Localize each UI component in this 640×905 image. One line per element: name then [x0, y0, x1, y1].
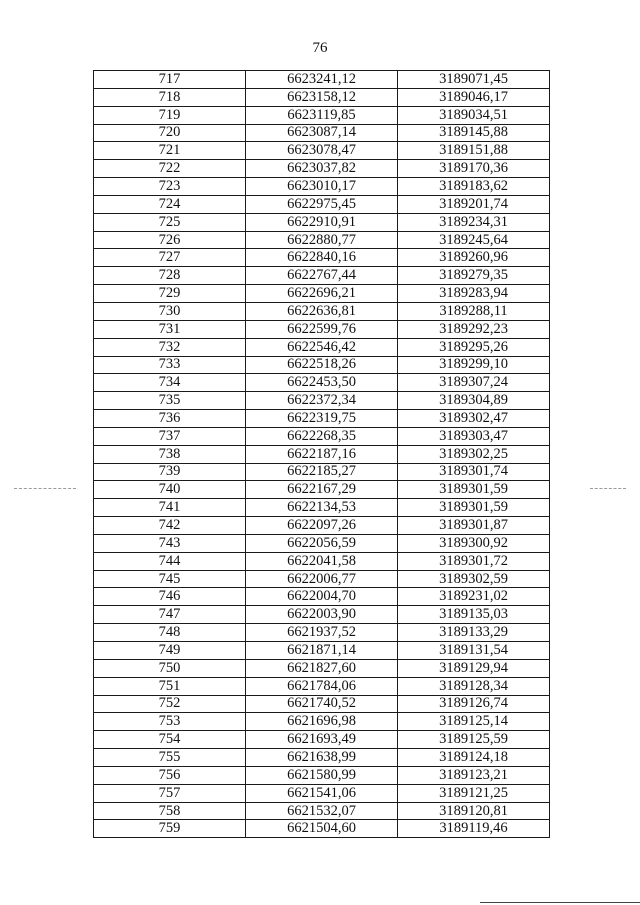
point-number-cell: 731: [94, 320, 246, 338]
point-number-cell: 757: [94, 784, 246, 802]
x-coordinate-cell: 6622004,70: [246, 588, 398, 606]
x-coordinate-cell: 6622696,21: [246, 285, 398, 303]
point-number-cell: 746: [94, 588, 246, 606]
y-coordinate-cell: 3189125,14: [398, 713, 550, 731]
y-coordinate-cell: 3189288,11: [398, 302, 550, 320]
point-number-cell: 749: [94, 642, 246, 660]
y-coordinate-cell: 3189120,81: [398, 802, 550, 820]
y-coordinate-cell: 3189295,26: [398, 338, 550, 356]
x-coordinate-cell: 6621504,60: [246, 820, 398, 838]
x-coordinate-cell: 6621532,07: [246, 802, 398, 820]
point-number-cell: 741: [94, 499, 246, 517]
point-number-cell: 734: [94, 374, 246, 392]
x-coordinate-cell: 6622453,50: [246, 374, 398, 392]
point-number-cell: 729: [94, 285, 246, 303]
table-row: [94, 749, 550, 767]
table-row: [94, 517, 550, 535]
table-row: [94, 481, 550, 499]
point-number-cell: 737: [94, 427, 246, 445]
table-row: [94, 802, 550, 820]
table-row: [94, 445, 550, 463]
y-coordinate-cell: 3189123,21: [398, 766, 550, 784]
y-coordinate-cell: 3189302,47: [398, 410, 550, 428]
point-number-cell: 718: [94, 88, 246, 106]
point-number-cell: 736: [94, 410, 246, 428]
x-coordinate-cell: 6622599,76: [246, 320, 398, 338]
point-number-cell: 751: [94, 677, 246, 695]
y-coordinate-cell: 3189307,24: [398, 374, 550, 392]
y-coordinate-cell: 3189183,62: [398, 178, 550, 196]
point-number-cell: 745: [94, 570, 246, 588]
table-row: [94, 534, 550, 552]
y-coordinate-cell: 3189234,31: [398, 213, 550, 231]
x-coordinate-cell: 6622056,59: [246, 534, 398, 552]
table-row: [94, 178, 550, 196]
x-coordinate-cell: 6622268,35: [246, 427, 398, 445]
x-coordinate-cell: 6623037,82: [246, 160, 398, 178]
left-margin-mark: [14, 488, 76, 489]
y-coordinate-cell: 3189279,35: [398, 267, 550, 285]
table-row: [94, 320, 550, 338]
x-coordinate-cell: 6622006,77: [246, 570, 398, 588]
point-number-cell: 721: [94, 142, 246, 160]
point-number-cell: 758: [94, 802, 246, 820]
point-number-cell: 739: [94, 463, 246, 481]
x-coordinate-cell: 6622518,26: [246, 356, 398, 374]
table-row: [94, 570, 550, 588]
table-row: [94, 106, 550, 124]
y-coordinate-cell: 3189170,36: [398, 160, 550, 178]
x-coordinate-cell: 6621693,49: [246, 731, 398, 749]
point-number-cell: 732: [94, 338, 246, 356]
point-number-cell: 740: [94, 481, 246, 499]
table-row: [94, 766, 550, 784]
y-coordinate-cell: 3189301,59: [398, 499, 550, 517]
y-coordinate-cell: 3189135,03: [398, 606, 550, 624]
table-row: [94, 463, 550, 481]
table-row: [94, 356, 550, 374]
point-number-cell: 742: [94, 517, 246, 535]
table-row: [94, 88, 550, 106]
table-row: [94, 588, 550, 606]
x-coordinate-cell: 6621871,14: [246, 642, 398, 660]
y-coordinate-cell: 3189245,64: [398, 231, 550, 249]
x-coordinate-cell: 6622636,81: [246, 302, 398, 320]
y-coordinate-cell: 3189302,25: [398, 445, 550, 463]
x-coordinate-cell: 6621638,99: [246, 749, 398, 767]
x-coordinate-cell: 6621740,52: [246, 695, 398, 713]
x-coordinate-cell: 6621827,60: [246, 659, 398, 677]
y-coordinate-cell: 3189303,47: [398, 427, 550, 445]
table-row: [94, 195, 550, 213]
coordinate-table-body: [94, 71, 550, 838]
point-number-cell: 747: [94, 606, 246, 624]
x-coordinate-cell: 6622372,34: [246, 392, 398, 410]
table-row: [94, 160, 550, 178]
table-row: [94, 249, 550, 267]
x-coordinate-cell: 6621580,99: [246, 766, 398, 784]
table-row: [94, 285, 550, 303]
point-number-cell: 728: [94, 267, 246, 285]
point-number-cell: 743: [94, 534, 246, 552]
table-row: [94, 677, 550, 695]
x-coordinate-cell: 6622840,16: [246, 249, 398, 267]
table-row: [94, 624, 550, 642]
table-row: [94, 695, 550, 713]
y-coordinate-cell: 3189129,94: [398, 659, 550, 677]
x-coordinate-cell: 6621541,06: [246, 784, 398, 802]
point-number-cell: 748: [94, 624, 246, 642]
point-number-cell: 756: [94, 766, 246, 784]
page-number: 76: [312, 40, 328, 56]
y-coordinate-cell: 3189034,51: [398, 106, 550, 124]
x-coordinate-cell: 6622975,45: [246, 195, 398, 213]
point-number-cell: 738: [94, 445, 246, 463]
table-row: [94, 124, 550, 142]
table-row: [94, 552, 550, 570]
x-coordinate-cell: 6622910,91: [246, 213, 398, 231]
point-number-cell: 753: [94, 713, 246, 731]
table-row: [94, 427, 550, 445]
point-number-cell: 750: [94, 659, 246, 677]
point-number-cell: 720: [94, 124, 246, 142]
point-number-cell: 744: [94, 552, 246, 570]
x-coordinate-cell: 6622880,77: [246, 231, 398, 249]
table-row: [94, 71, 550, 89]
point-number-cell: 759: [94, 820, 246, 838]
table-row: [94, 213, 550, 231]
bottom-edge-line: [480, 902, 640, 903]
x-coordinate-cell: 6622187,16: [246, 445, 398, 463]
y-coordinate-cell: 3189124,18: [398, 749, 550, 767]
y-coordinate-cell: 3189131,54: [398, 642, 550, 660]
y-coordinate-cell: 3189133,29: [398, 624, 550, 642]
point-number-cell: 719: [94, 106, 246, 124]
y-coordinate-cell: 3189301,87: [398, 517, 550, 535]
x-coordinate-cell: 6623158,12: [246, 88, 398, 106]
table-row: [94, 302, 550, 320]
point-number-cell: 725: [94, 213, 246, 231]
table-row: [94, 410, 550, 428]
x-coordinate-cell: 6623241,12: [246, 71, 398, 89]
x-coordinate-cell: 6622097,26: [246, 517, 398, 535]
x-coordinate-cell: 6623010,17: [246, 178, 398, 196]
y-coordinate-cell: 3189302,59: [398, 570, 550, 588]
point-number-cell: 752: [94, 695, 246, 713]
x-coordinate-cell: 6622767,44: [246, 267, 398, 285]
x-coordinate-cell: 6621696,98: [246, 713, 398, 731]
y-coordinate-cell: 3189299,10: [398, 356, 550, 374]
y-coordinate-cell: 3189231,02: [398, 588, 550, 606]
coordinate-table: [93, 70, 550, 838]
y-coordinate-cell: 3189301,59: [398, 481, 550, 499]
y-coordinate-cell: 3189119,46: [398, 820, 550, 838]
x-coordinate-cell: 6622041,58: [246, 552, 398, 570]
y-coordinate-cell: 3189201,74: [398, 195, 550, 213]
y-coordinate-cell: 3189126,74: [398, 695, 550, 713]
point-number-cell: 755: [94, 749, 246, 767]
y-coordinate-cell: 3189121,25: [398, 784, 550, 802]
table-row: [94, 392, 550, 410]
y-coordinate-cell: 3189128,34: [398, 677, 550, 695]
point-number-cell: 723: [94, 178, 246, 196]
x-coordinate-cell: 6622134,53: [246, 499, 398, 517]
point-number-cell: 730: [94, 302, 246, 320]
x-coordinate-cell: 6622546,42: [246, 338, 398, 356]
x-coordinate-cell: 6622167,29: [246, 481, 398, 499]
x-coordinate-cell: 6623078,47: [246, 142, 398, 160]
y-coordinate-cell: 3189125,59: [398, 731, 550, 749]
table-row: [94, 499, 550, 517]
x-coordinate-cell: 6621937,52: [246, 624, 398, 642]
table-row: [94, 820, 550, 838]
y-coordinate-cell: 3189301,72: [398, 552, 550, 570]
y-coordinate-cell: 3189151,88: [398, 142, 550, 160]
table-row: [94, 142, 550, 160]
x-coordinate-cell: 6623087,14: [246, 124, 398, 142]
table-row: [94, 338, 550, 356]
point-number-cell: 726: [94, 231, 246, 249]
point-number-cell: 724: [94, 195, 246, 213]
y-coordinate-cell: 3189145,88: [398, 124, 550, 142]
point-number-cell: 722: [94, 160, 246, 178]
y-coordinate-cell: 3189300,92: [398, 534, 550, 552]
y-coordinate-cell: 3189304,89: [398, 392, 550, 410]
table-row: [94, 231, 550, 249]
y-coordinate-cell: 3189292,23: [398, 320, 550, 338]
table-row: [94, 713, 550, 731]
y-coordinate-cell: 3189301,74: [398, 463, 550, 481]
y-coordinate-cell: 3189046,17: [398, 88, 550, 106]
x-coordinate-cell: 6622003,90: [246, 606, 398, 624]
table-row: [94, 659, 550, 677]
y-coordinate-cell: 3189283,94: [398, 285, 550, 303]
table-row: [94, 784, 550, 802]
right-margin-mark: [590, 488, 626, 489]
point-number-cell: 754: [94, 731, 246, 749]
y-coordinate-cell: 3189260,96: [398, 249, 550, 267]
point-number-cell: 717: [94, 71, 246, 89]
x-coordinate-cell: 6621784,06: [246, 677, 398, 695]
x-coordinate-cell: 6622319,75: [246, 410, 398, 428]
table-row: [94, 642, 550, 660]
y-coordinate-cell: 3189071,45: [398, 71, 550, 89]
table-row: [94, 374, 550, 392]
x-coordinate-cell: 6622185,27: [246, 463, 398, 481]
table-row: [94, 267, 550, 285]
x-coordinate-cell: 6623119,85: [246, 106, 398, 124]
point-number-cell: 735: [94, 392, 246, 410]
table-row: [94, 731, 550, 749]
point-number-cell: 727: [94, 249, 246, 267]
point-number-cell: 733: [94, 356, 246, 374]
table-row: [94, 606, 550, 624]
